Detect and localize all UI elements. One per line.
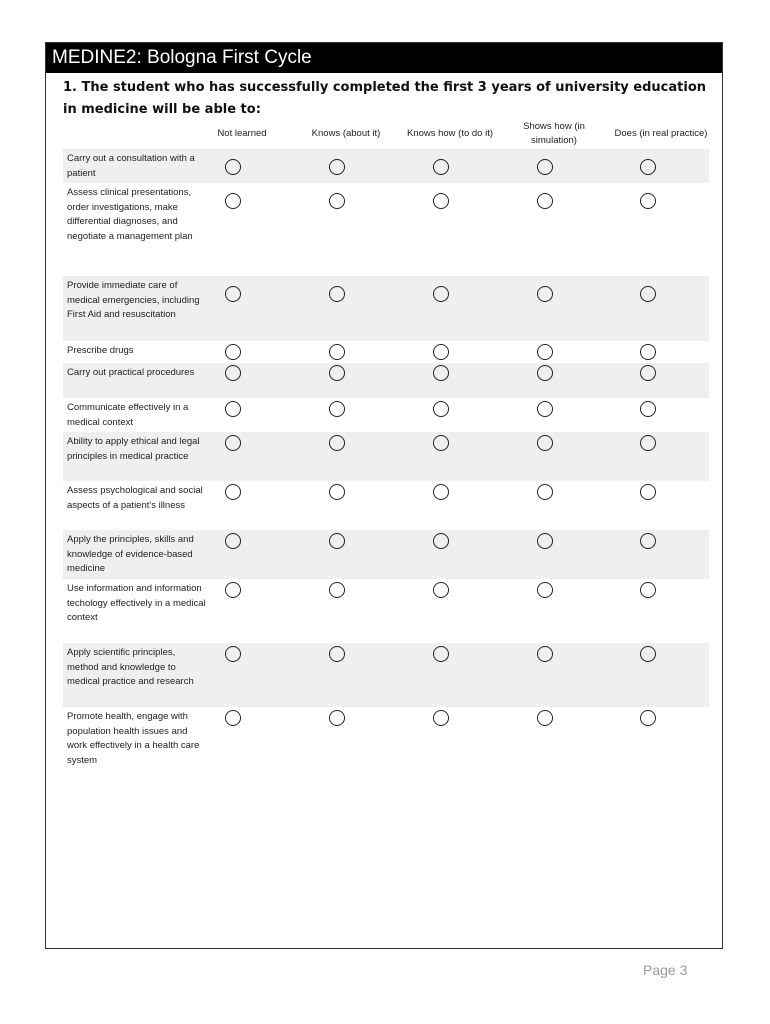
- page-number: Page 3: [643, 962, 688, 978]
- radio-option-col1[interactable]: [225, 401, 241, 417]
- radio-option-col5[interactable]: [640, 193, 656, 209]
- radio-option-col5[interactable]: [640, 286, 656, 302]
- radio-option-col2[interactable]: [329, 365, 345, 381]
- row-label: Ability to apply ethical and legal principles in medical practice: [67, 436, 200, 462]
- radio-option-col5[interactable]: [640, 435, 656, 451]
- radio-option-col5[interactable]: [640, 344, 656, 360]
- row-label: Prescribe drugs: [67, 345, 134, 356]
- radio-option-col3[interactable]: [433, 365, 449, 381]
- radio-option-col4[interactable]: [537, 286, 553, 302]
- row-label: Communicate effectively in a medical context: [67, 402, 189, 428]
- radio-option-col1[interactable]: [225, 582, 241, 598]
- radio-option-col4[interactable]: [537, 365, 553, 381]
- column-header-shows-how: Shows how (in simulation): [523, 121, 585, 146]
- radio-option-col5[interactable]: [640, 484, 656, 500]
- radio-option-col5[interactable]: [640, 401, 656, 417]
- radio-option-col3[interactable]: [433, 533, 449, 549]
- column-header-knows-about: Knows (about it): [311, 128, 381, 139]
- radio-option-col2[interactable]: [329, 484, 345, 500]
- radio-option-col1[interactable]: [225, 646, 241, 662]
- column-header-not-learned: Not learned: [217, 128, 267, 139]
- radio-option-col2[interactable]: [329, 159, 345, 175]
- radio-option-col2[interactable]: [329, 193, 345, 209]
- radio-option-col2[interactable]: [329, 710, 345, 726]
- row-label: Apply scientific principles, method and knowledge to medical practice and research: [67, 647, 194, 688]
- survey-frame: [45, 42, 723, 949]
- row-label: Assess clinical presentations, order investigations, make differential diagnoses, and negotiate a management plan: [67, 187, 193, 242]
- radio-option-col2[interactable]: [329, 401, 345, 417]
- radio-option-col5[interactable]: [640, 646, 656, 662]
- radio-option-col4[interactable]: [537, 344, 553, 360]
- radio-option-col3[interactable]: [433, 582, 449, 598]
- column-header-does: Does (in real practice): [614, 128, 708, 139]
- radio-option-col5[interactable]: [640, 710, 656, 726]
- question-text: 1. The student who has successfully completed the first 3 years of university education in medicine will be able to:: [63, 80, 707, 117]
- radio-option-col3[interactable]: [433, 344, 449, 360]
- survey-row: [63, 530, 709, 579]
- radio-option-col2[interactable]: [329, 344, 345, 360]
- survey-row: [63, 481, 709, 530]
- radio-option-col4[interactable]: [537, 582, 553, 598]
- row-label: Promote health, engage with population health issues and work effectively in a health care system: [67, 711, 200, 766]
- survey-row: [63, 363, 709, 398]
- radio-option-col3[interactable]: [433, 286, 449, 302]
- row-label: Carry out a consultation with a patient: [67, 153, 195, 179]
- radio-option-col4[interactable]: [537, 401, 553, 417]
- radio-option-col1[interactable]: [225, 435, 241, 451]
- row-label: Provide immediate care of medical emergencies, including First Aid and resuscitation: [67, 280, 200, 321]
- survey-row: [63, 707, 709, 777]
- radio-option-col3[interactable]: [433, 401, 449, 417]
- radio-option-col1[interactable]: [225, 286, 241, 302]
- radio-option-col5[interactable]: [640, 533, 656, 549]
- radio-option-col5[interactable]: [640, 365, 656, 381]
- survey-row: [63, 183, 709, 276]
- radio-option-col3[interactable]: [433, 159, 449, 175]
- radio-option-col4[interactable]: [537, 435, 553, 451]
- survey-title: MEDINE2: Bologna First Cycle: [46, 43, 722, 73]
- row-label: Assess psychological and social aspects of a patient's illness: [67, 485, 203, 511]
- survey-row: [63, 398, 709, 432]
- radio-option-col4[interactable]: [537, 484, 553, 500]
- radio-option-col2[interactable]: [329, 582, 345, 598]
- survey-row: [63, 643, 709, 707]
- radio-option-col3[interactable]: [433, 435, 449, 451]
- radio-option-col1[interactable]: [225, 193, 241, 209]
- row-label: Apply the principles, skills and knowledge of evidence-based medicine: [67, 534, 194, 575]
- radio-option-col2[interactable]: [329, 286, 345, 302]
- radio-option-col5[interactable]: [640, 159, 656, 175]
- survey-row: [63, 341, 709, 363]
- radio-option-col1[interactable]: [225, 484, 241, 500]
- radio-option-col1[interactable]: [225, 365, 241, 381]
- row-label: Use information and information techology effectively in a medical context: [67, 583, 206, 624]
- radio-option-col3[interactable]: [433, 484, 449, 500]
- radio-option-col4[interactable]: [537, 646, 553, 662]
- radio-option-col2[interactable]: [329, 646, 345, 662]
- radio-option-col2[interactable]: [329, 435, 345, 451]
- radio-option-col5[interactable]: [640, 582, 656, 598]
- radio-option-col4[interactable]: [537, 159, 553, 175]
- radio-option-col1[interactable]: [225, 159, 241, 175]
- radio-option-col3[interactable]: [433, 646, 449, 662]
- radio-option-col4[interactable]: [537, 710, 553, 726]
- survey-row: [63, 149, 709, 183]
- radio-option-col4[interactable]: [537, 533, 553, 549]
- survey-row: [63, 579, 709, 643]
- radio-option-col2[interactable]: [329, 533, 345, 549]
- radio-option-col4[interactable]: [537, 193, 553, 209]
- radio-option-col1[interactable]: [225, 710, 241, 726]
- radio-option-col3[interactable]: [433, 193, 449, 209]
- radio-option-col1[interactable]: [225, 344, 241, 360]
- survey-row: [63, 432, 709, 481]
- radio-option-col3[interactable]: [433, 710, 449, 726]
- radio-option-col1[interactable]: [225, 533, 241, 549]
- column-header-knows-how: Knows how (to do it): [406, 128, 494, 139]
- row-label: Carry out practical procedures: [67, 367, 195, 378]
- survey-row: [63, 276, 709, 341]
